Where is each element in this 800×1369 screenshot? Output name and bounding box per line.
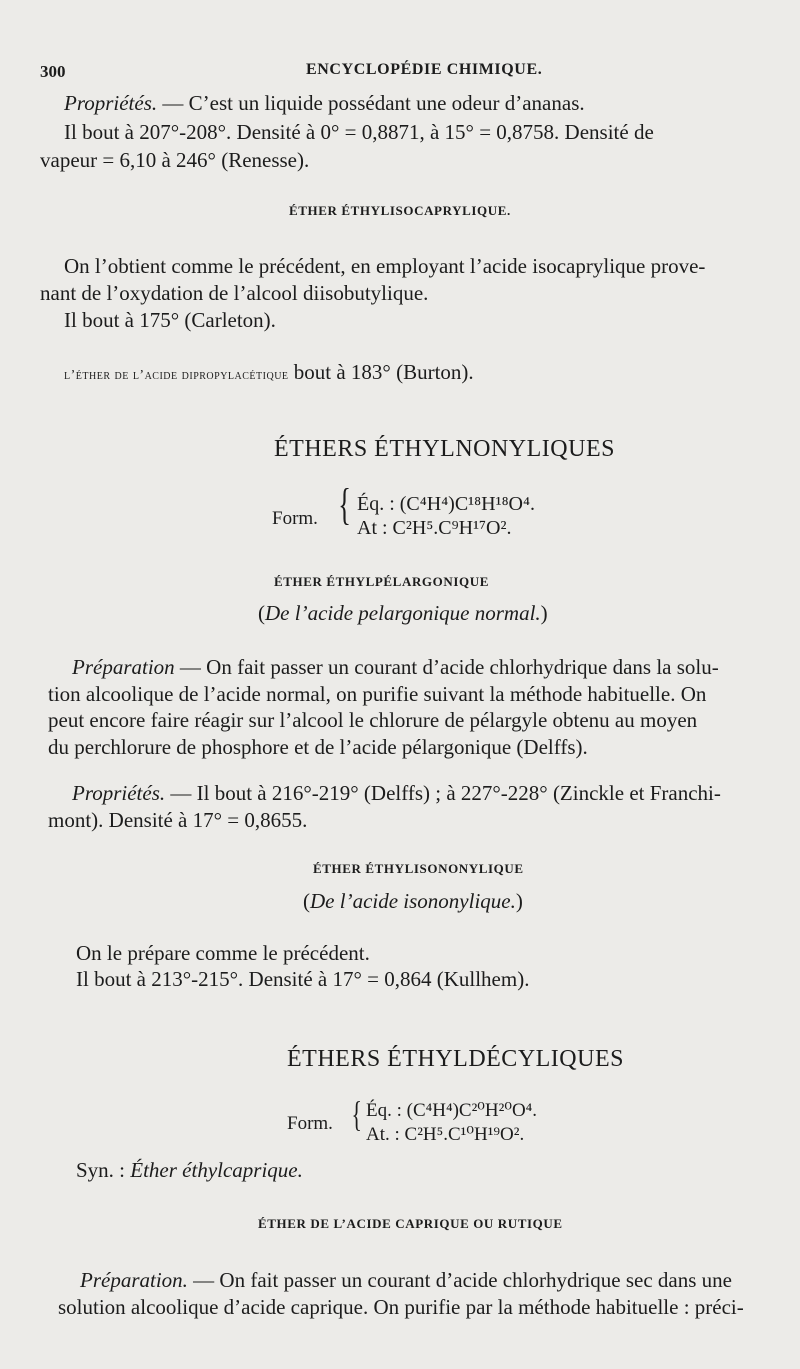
preparation-label: Préparation — [72, 655, 175, 679]
formula-label: Form. — [272, 508, 318, 529]
page-number: 300 — [40, 62, 66, 81]
paragraph-line — [80, 1270, 732, 1291]
properties-label: Propriétés. — [64, 91, 158, 115]
paragraph-line: mont). Densité à 17° = 0,8655. — [48, 808, 308, 832]
section-subtitle — [303, 891, 523, 912]
section-title: ÉTHER DE L’ACIDE CAPRIQUE OU RUTIQUE — [258, 1216, 563, 1231]
subtitle-italic: De l’acide isononylique. — [310, 889, 516, 913]
formula-label: Form. — [287, 1113, 333, 1134]
text-run: bout à 183° (Burton). — [288, 360, 474, 384]
formula-eq-line: Éq. : (C⁴H⁴)C¹⁸H¹⁸O⁴. — [357, 493, 535, 515]
paren: ( — [258, 601, 265, 625]
text-run: — On fait passer un courant d’acide chlorhydrique dans la solu- — [174, 655, 719, 679]
text-run: Syn. : — [76, 1158, 131, 1182]
paragraph-line: vapeur = 6,10 à 246° (Renesse). — [40, 148, 310, 172]
paragraph-line: tion alcoolique de l’acide normal, on purifie suivant la méthode habituelle. On — [48, 682, 707, 706]
paragraph-line: On l’obtient comme le précédent, en employant l’acide isocaprylique prove- — [64, 254, 706, 278]
running-title: ENCYCLOPÉDIE CHIMIQUE. — [306, 61, 543, 78]
paragraph-line: solution alcoolique d’acide caprique. On purifie par la méthode habituelle : préci- — [58, 1295, 744, 1319]
text-run: — C’est un liquide possédant une odeur d’ananas. — [157, 91, 585, 115]
paragraph-line: Il bout à 213°-215°. Densité à 17° = 0,864 (Kullhem). — [76, 967, 530, 991]
formula-at-line: At : C²H⁵.C⁹H¹⁷O². — [357, 517, 512, 539]
paren: ) — [540, 601, 548, 625]
section-subtitle — [258, 603, 548, 624]
paragraph-line — [76, 1160, 303, 1181]
section-heading: ÉTHERS ÉTHYLDÉCYLIQUES — [287, 1046, 624, 1072]
paragraph-line — [72, 657, 719, 678]
paragraph-line: Il bout à 175° (Carleton). — [64, 308, 276, 332]
paragraph-line — [64, 362, 474, 383]
text-run: — Il bout à 216°-219° (Delffs) ; à 227°-228° (Zinckle et Franchi- — [165, 781, 721, 805]
text-run: — On fait passer un courant d’acide chlorhydrique sec dans une — [187, 1268, 732, 1292]
paragraph-line: Il bout à 207°-208°. Densité à 0° = 0,8871, à 15° = 0,8758. Densité de — [64, 120, 654, 144]
formula-brace: { — [338, 480, 351, 529]
formula-at-line: At. : C²H⁵.C¹⁰H¹⁹O². — [366, 1124, 525, 1145]
paragraph-line: peut encore faire réagir sur l’alcool le chlorure de pélargyle obtenu au moyen — [48, 708, 698, 732]
section-title: ÉTHER ÉTHYLISOCAPRYLIQUE. — [289, 203, 511, 218]
paren: ( — [303, 889, 310, 913]
formula-brace: { — [351, 1094, 362, 1134]
synonym-italic: Éther éthylcaprique. — [130, 1158, 303, 1182]
paren: ) — [515, 889, 523, 913]
paragraph-line: du perchlorure de phosphore et de l’acide pélargonique (Delffs). — [48, 735, 588, 759]
section-title: ÉTHER ÉTHYLPÉLARGONIQUE — [274, 574, 489, 589]
formula-eq-line: Éq. : (C⁴H⁴)C²⁰H²⁰O⁴. — [366, 1100, 538, 1121]
paragraph-line — [64, 93, 585, 114]
section-title: ÉTHER ÉTHYLISONONYLIQUE — [313, 861, 524, 876]
preparation-label: Préparation. — [80, 1268, 188, 1292]
subtitle-italic: De l’acide pelargonique normal. — [265, 601, 541, 625]
paragraph-line — [72, 783, 721, 804]
properties-label: Propriétés. — [72, 781, 166, 805]
smallcaps-run: l’éther de l’acide dipropylacétique — [64, 368, 289, 383]
paragraph-line: On le prépare comme le précédent. — [76, 941, 370, 965]
paragraph-line: nant de l’oxydation de l’alcool diisobutylique. — [40, 281, 429, 305]
section-heading: ÉTHERS ÉTHYLNONYLIQUES — [274, 436, 615, 462]
